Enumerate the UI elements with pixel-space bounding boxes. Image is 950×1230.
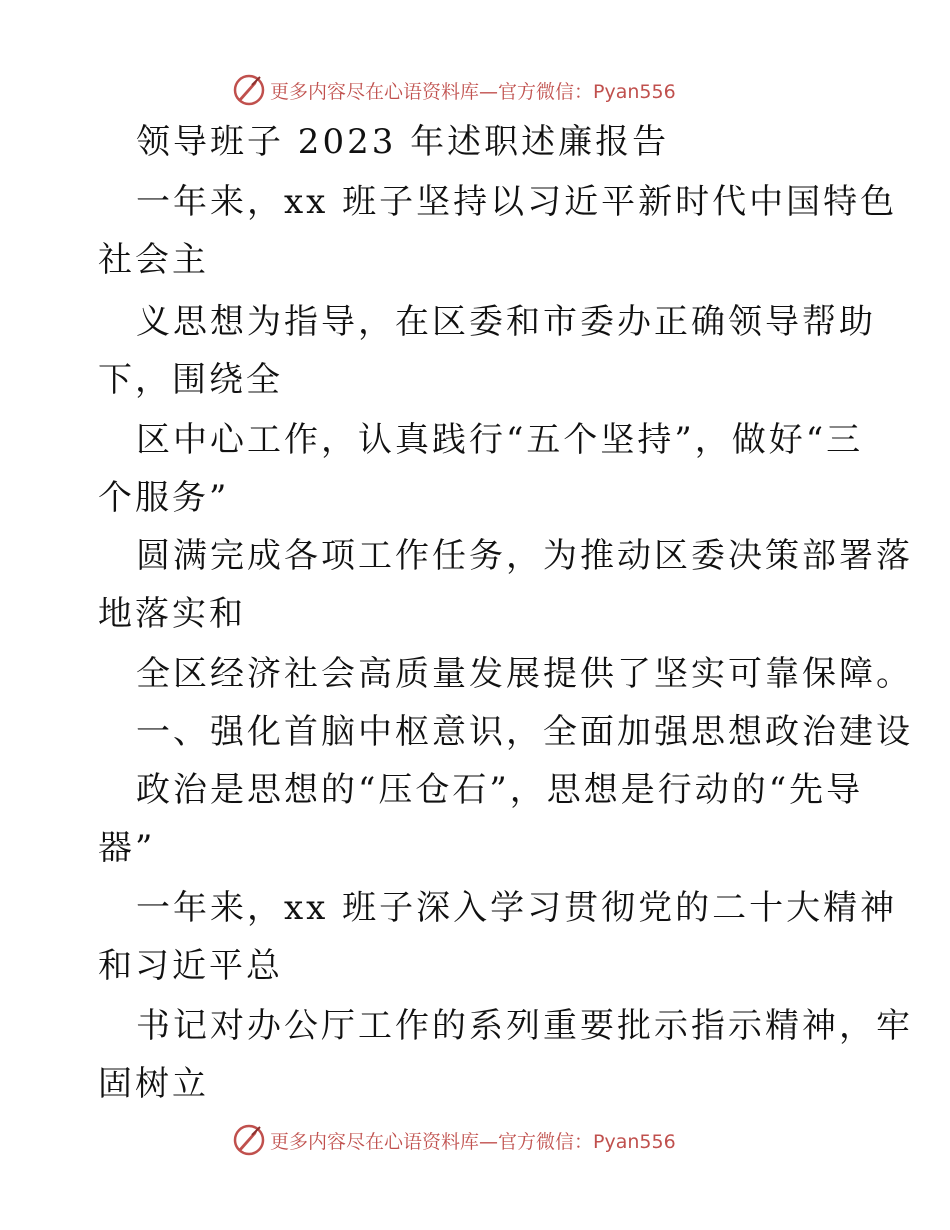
paragraph-line: 社会主 (98, 240, 209, 280)
section-heading: 一、强化首脑中枢意识，全面加强思想政治建设 (136, 712, 913, 752)
quill-pen-logo-icon (232, 1123, 266, 1157)
paragraph-line: 书记对办公厅工作的系列重要批示指示精神，牢 (136, 1006, 913, 1046)
watermark-wechat-text: 官方微信：Pyan556 (498, 1130, 676, 1153)
paragraph-line: 一年来，xx 班子坚持以习近平新时代中国特色 (136, 182, 898, 222)
quill-pen-logo-icon (232, 73, 266, 107)
document-title: 领导班子 2023 年述职述廉报告 (136, 122, 670, 162)
paragraph-line: 一年来，xx 班子深入学习贯彻党的二十大精神 (136, 888, 898, 928)
watermark-text (270, 77, 676, 104)
paragraph-line: 义思想为指导，在区委和市委办正确领导帮助 (136, 302, 876, 342)
paragraph-line: 下，围绕全 (98, 360, 283, 400)
paragraph-line: 固树立 (98, 1064, 209, 1104)
footer-watermark-banner (232, 1120, 732, 1160)
paragraph-line: 圆满完成各项工作任务，为推动区委决策部署落 (136, 536, 913, 576)
paragraph-line: 个服务” (98, 478, 230, 518)
paragraph-line: 全区经济社会高质量发展提供了坚实可靠保障。 (136, 654, 913, 694)
watermark-text (270, 1127, 676, 1154)
paragraph-line: 器” (98, 828, 156, 868)
paragraph-line: 和习近平总 (98, 946, 283, 986)
watermark-main-text: 更多内容尽在心语资料库 (270, 80, 480, 103)
header-watermark-banner (232, 70, 732, 110)
paragraph-line: 区中心工作，认真践行“五个坚持”，做好“三 (136, 420, 864, 460)
paragraph-line: 地落实和 (98, 594, 246, 634)
watermark-main-text: 更多内容尽在心语资料库 (270, 1130, 480, 1153)
paragraph-line: 政治是思想的“压仓石”，思想是行动的“先导 (136, 770, 864, 810)
watermark-wechat-text: 官方微信：Pyan556 (498, 80, 676, 103)
watermark-separator: — (479, 1130, 499, 1153)
watermark-separator: — (479, 80, 499, 103)
